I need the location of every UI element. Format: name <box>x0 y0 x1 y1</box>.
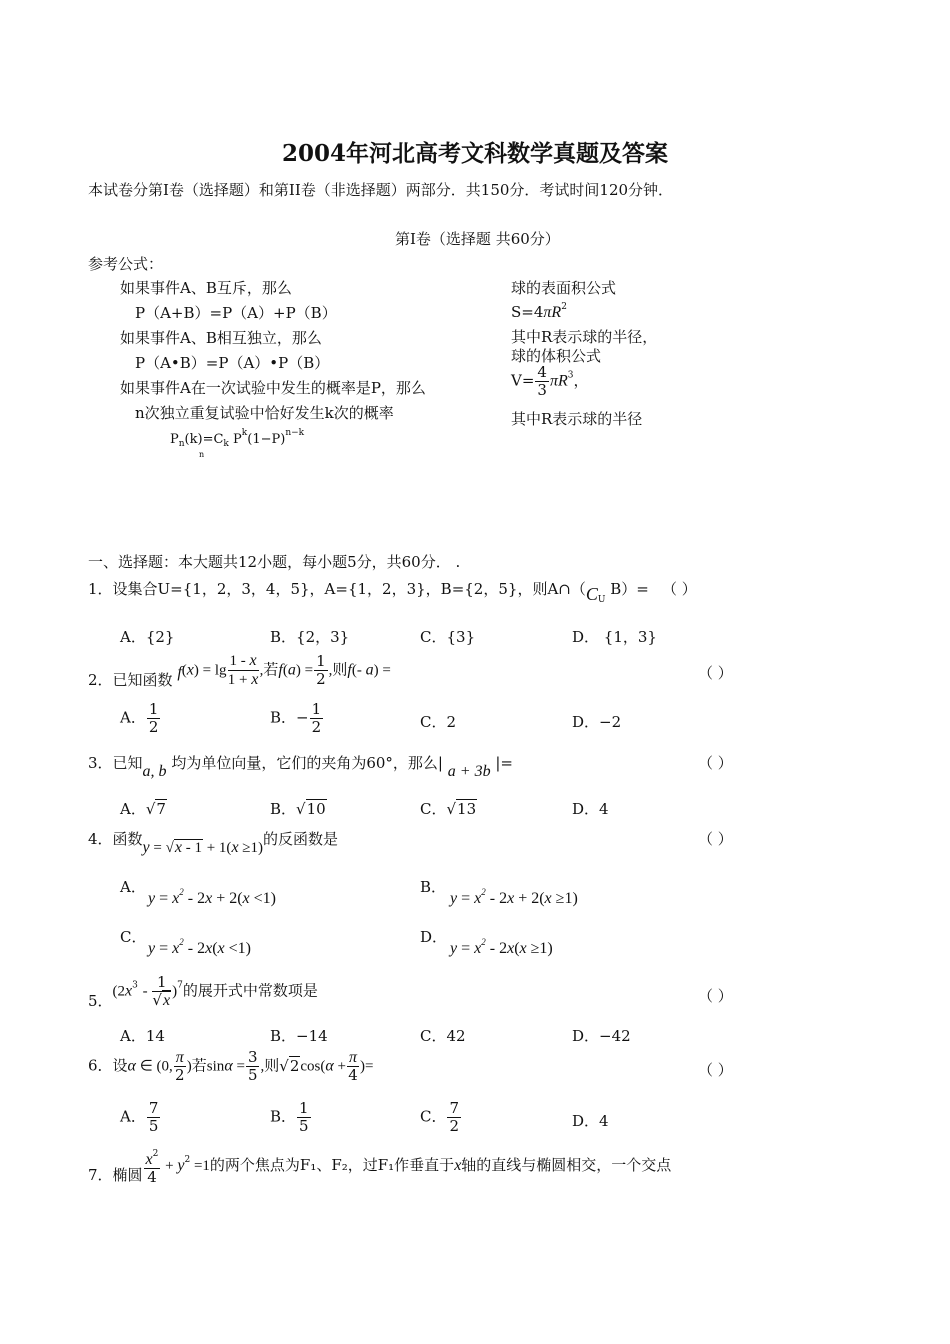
binomial-sub: n <box>199 450 205 459</box>
answer-blank: （ ） <box>698 1061 733 1079</box>
q6-option-b: B． $\frac{1}{5}$ <box>270 1099 309 1135</box>
q4-option-c: $y = x^2 - 2x(x <1)$ <box>148 937 251 957</box>
q1-option-c: C．{3} <box>420 628 476 646</box>
formula-line: 如果事件A、B互斥，那么 <box>120 279 292 297</box>
q2-option-a: A． $\frac{1}{2}$ <box>120 700 159 736</box>
formula-line: 球的表面积公式 <box>511 279 617 297</box>
q4-option-b: $y = x^2 - 2x + 2(x \ge 1)$ <box>450 887 578 907</box>
question-7-stem: 7．椭圆 $\frac{x^2}{4}$ + $y^2 =1$的两个焦点为F₁、F₂，过F₁作垂直于x轴的直线与椭圆相交，一个交点 <box>88 1146 671 1186</box>
formula-line: 其中R表示球的半径 <box>511 410 643 428</box>
q6-option-a: A． $\frac{7}{5}$ <box>120 1099 159 1135</box>
answer-blank: （ ） <box>698 754 733 772</box>
q1-option-d: D． {1，3} <box>572 628 657 646</box>
q5-option-a: A．14 <box>120 1027 165 1045</box>
section-heading: 一、选择题：本大题共12小题，每小题5分，共60分． . <box>88 553 461 571</box>
answer-blank: （ ） <box>698 987 733 1005</box>
question-4-stem: 4．函数y = √x - 1 + 1(x ≥1)的反函数是 <box>88 830 339 856</box>
q3-option-b: B．√10 <box>270 800 326 818</box>
q1-option-b: B．{2，3} <box>270 628 350 646</box>
question-6-stem: 6．设α ∈ (0, $\frac{\pi}{2}$ )若sinα = $\frac{3}{5}$ ,则√2cos(α + $\frac{\pi}{4}$ )= <box>88 1048 374 1084</box>
formula-line: 其中R表示球的半径， <box>511 328 658 346</box>
question-1-stem: 1．设集合U={1，2，3，4，5}，A={1，2，3}，B={2，5}，则$A\cap(C_U$ B）= <box>88 580 649 605</box>
q1-option-a: A．{2} <box>120 628 175 646</box>
answer-blank: （ ） <box>698 830 733 848</box>
q4-option-d: $y = x^2 - 2x(x \ge 1)$ <box>450 937 553 957</box>
q2-option-d: D．−2 <box>572 713 622 731</box>
formula-line: 球的体积公式 <box>511 347 602 365</box>
page-title: 2004年河北高考文科数学真题及答案 <box>281 140 668 167</box>
q5-option-d: D．−42 <box>572 1027 631 1045</box>
answer-blank: （ ） <box>662 580 697 598</box>
part1-header: 第Ⅰ卷（选择题 共60分） <box>395 230 560 248</box>
sphere-volume-formula: V= $\frac{4}{3}$ $\pi R^3$， <box>511 363 589 399</box>
q5-option-b: B．−14 <box>270 1027 328 1045</box>
binomial-formula: $P_n(k)=C_k$ $P^k(1-P)^{n-k}$ <box>170 428 305 449</box>
question-3-stem: 3．已知a, b 均为单位向量，它们的夹角为60°，那么| a + 3b |= <box>88 754 513 780</box>
q3-option-c: C．√13 <box>420 800 477 818</box>
formula-line: P（A•B）=P（A）•P（B） <box>135 354 330 372</box>
question-2-stem: 2．已知函数 f(x) = lg $\frac{1 - x}{1 + x}$ ,若f(a) = $\frac{1}{2}$ ,则f(- a) = <box>88 652 391 689</box>
q6-option-c: C． $\frac{7}{2}$ <box>420 1099 460 1135</box>
formula-heading: 参考公式： <box>88 255 164 273</box>
q2-option-b: B．− $\frac{1}{2}$ <box>270 700 322 736</box>
formula-line: 如果事件A、B相互独立，那么 <box>120 329 322 347</box>
q4-option-c-label: C． <box>120 928 147 946</box>
answer-blank: （ ） <box>698 664 733 682</box>
q4-option-a-label: A． <box>120 878 146 896</box>
q5-option-c: C．42 <box>420 1027 466 1045</box>
formula-line: 如果事件A在一次试验中发生的概率是P，那么 <box>120 379 426 397</box>
intro-text: 本试卷分第Ⅰ卷（选择题）和第II卷（非选择题）两部分．共150分．考试时间120分钟． <box>88 181 674 199</box>
sphere-area-formula: $S=4\pi R^2$ <box>511 302 567 321</box>
q4-option-a: $y = x^2 - 2x + 2(x <1)$ <box>148 887 277 907</box>
q2-option-c: C．2 <box>420 713 457 731</box>
q6-option-d: D．4 <box>572 1112 609 1130</box>
formula-line: n次独立重复试验中恰好发生k次的概率 <box>135 404 394 422</box>
q3-option-d: D．4 <box>572 800 609 818</box>
question-5-stem: 5．($2x^3$ - $\frac{1}{√x}$ )$^7$的展开式中常数项是 <box>88 973 318 1010</box>
q4-option-d-label: D． <box>420 928 448 946</box>
formula-line: P（A+B）=P（A）+P（B） <box>135 304 337 322</box>
q4-option-b-label: B． <box>420 878 447 896</box>
q3-option-a: A．√7 <box>120 800 166 818</box>
